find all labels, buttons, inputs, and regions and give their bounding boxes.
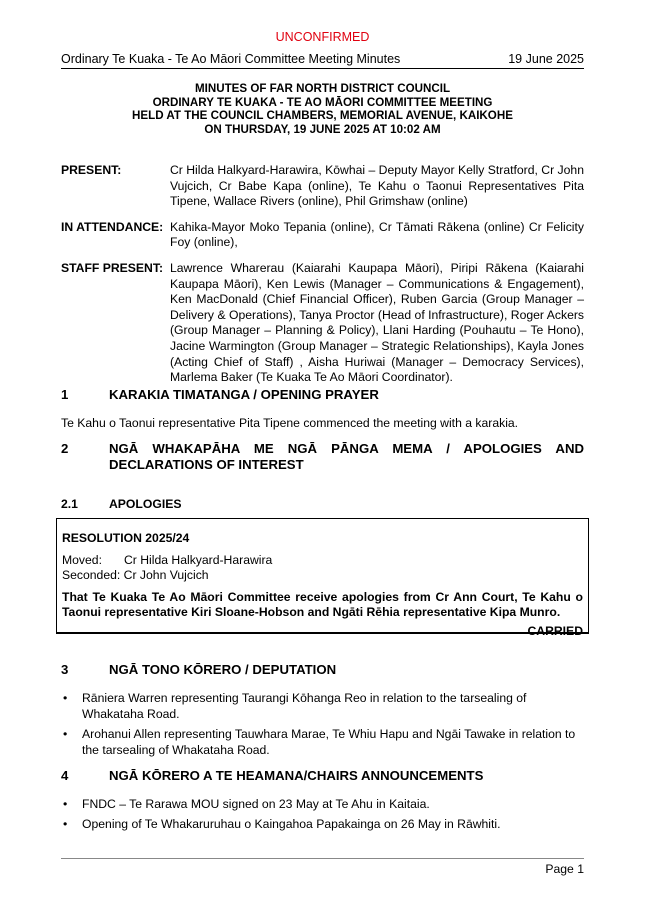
section-4-list [61, 796, 584, 836]
staff-present-list: Lawrence Wharerau (Kaiarahi Kaupapa Māori), Piripi Rākena (Kaiarahi Kaupapa Māori), Ken Lewis (Manager – Communications & Engagement), Ken MacDonald (Chief Financial Officer), Ruben Garcia (Group Manager – Delivery & Operations), Tanya Proctor (Head of Infrastructure), Roger Ackers (Group Manager – Planning & Policy), Llani Harding (Pouhautu – Te Hono), Jacine Warmington (Group Manager – Strategic Relationships), Kayla Jones (Acting Chief of Staff) , Aisha Huriwai (Manager – Democracy Services), Marlema Baker (Te Kuaka Te Ao Māori Coordinator). [170, 260, 584, 385]
section-title: NGĀ TONO KŌRERO / DEPUTATION [109, 662, 337, 677]
list-item-text: Arohanui Allen representing Tauwhara Marae, Te Whiu Hapu and Ngāi Tawake in relation to the tarsealing of Whakataha Road. [82, 727, 576, 757]
page-number: Page 1 [545, 862, 584, 876]
section-2-heading [61, 441, 584, 473]
bullet-icon: • [63, 727, 68, 741]
seconded-line [62, 568, 583, 584]
resolution-box [56, 518, 589, 638]
section-title: KARAKIA TIMATANGA / OPENING PRAYER [109, 387, 379, 402]
list-item-text: FNDC – Te Rarawa MOU signed on 23 May at Te Ahu in Kaitaia. [82, 797, 430, 811]
running-header [61, 52, 584, 69]
list-item [61, 816, 584, 832]
header-date: 19 June 2025 [508, 52, 584, 66]
resolution-outcome: CARRIED [527, 623, 583, 638]
section-1-body: Te Kahu o Taonui representative Pita Tipene commenced the meeting with a karakia. [61, 416, 519, 430]
bullet-icon: • [63, 691, 68, 705]
list-item [61, 796, 584, 812]
section-3-list [61, 690, 584, 762]
section-title: APOLOGIES [109, 497, 182, 511]
section-title: NGĀ WHAKAPĀHA ME NGĀ PĀNGA MEMA / APOLOGIES AND DECLARATIONS OF INTEREST [109, 441, 584, 472]
section-number: 3 [61, 662, 69, 677]
title-line-3: HELD AT THE COUNCIL CHAMBERS, MEMORIAL AVENUE, KAIKOHE [132, 109, 513, 122]
moved-label: Moved: [62, 552, 102, 567]
unconfirmed-watermark: UNCONFIRMED [275, 30, 370, 44]
bullet-icon: • [63, 817, 68, 831]
list-item [61, 690, 584, 722]
header-meeting-title: Ordinary Te Kuaka - Te Ao Māori Committee Meeting Minutes [61, 52, 401, 66]
section-2-1-heading [61, 497, 181, 511]
seconded-by: Cr John Vujcich [123, 568, 209, 582]
list-item [61, 726, 584, 758]
list-item-text: Rāniera Warren representing Taurangi Kōhanga Reo in relation to the tarsealing of Whakataha Road. [82, 691, 527, 721]
seconded-label: Seconded: [62, 568, 121, 582]
section-number: 2 [61, 441, 69, 456]
in-attendance-label: IN ATTENDANCE: [61, 219, 164, 234]
in-attendance-row [61, 220, 584, 251]
present-label: PRESENT: [61, 163, 122, 177]
title-line-1: MINUTES OF FAR NORTH DISTRICT COUNCIL [194, 82, 451, 95]
section-number: 4 [61, 768, 69, 783]
staff-present-row [61, 261, 584, 386]
section-1-heading [61, 387, 584, 403]
section-title: NGĀ KŌRERO A TE HEAMANA/CHAIRS ANNOUNCEMENTS [109, 768, 484, 783]
in-attendance-list: Kahika-Mayor Moko Tepania (online), Cr Tāmati Rākena (online) Cr Felicity Foy (online), [170, 219, 584, 250]
resolution-motion: That Te Kuaka Te Ao Māori Committee receive apologies from Cr Ann Court, Te Kahu o Taonui representative Kiri Sloane-Hobson and Ngāti Rēhia representative Kipa Munro. [62, 589, 583, 619]
moved-by: Cr Hilda Halkyard-Harawira [124, 552, 273, 567]
present-list: Cr Hilda Halkyard-Harawira, Kōwhai – Deputy Mayor Kelly Stratford, Cr John Vujcich, Cr Babe Kapa (online), Te Kahu o Taonui Representatives Pita Tipene, Wallace Rivers (online), Phil Grimshaw (online) [170, 163, 584, 209]
present-row [61, 163, 584, 210]
document-title [61, 82, 584, 136]
title-line-4: ON THURSDAY, 19 JUNE 2025 AT 10:02 AM [204, 122, 441, 136]
list-item-text: Opening of Te Whakaruruhau o Kaingahoa Papakainga on 26 May in Rāwhiti. [82, 817, 501, 831]
resolution-title: RESOLUTION 2025/24 [62, 531, 190, 545]
title-line-2: ORDINARY TE KUAKA - TE AO MĀORI COMMITTEE MEETING [152, 95, 493, 109]
section-3-heading [61, 662, 584, 678]
section-number: 1 [61, 387, 69, 402]
moved-line [62, 553, 583, 569]
staff-present-label: STAFF PRESENT: [61, 260, 164, 275]
bullet-icon: • [63, 797, 68, 811]
section-4-heading [61, 768, 584, 784]
footer-divider [61, 858, 584, 859]
attendance-block [61, 163, 584, 396]
section-number: 2.1 [61, 497, 78, 511]
